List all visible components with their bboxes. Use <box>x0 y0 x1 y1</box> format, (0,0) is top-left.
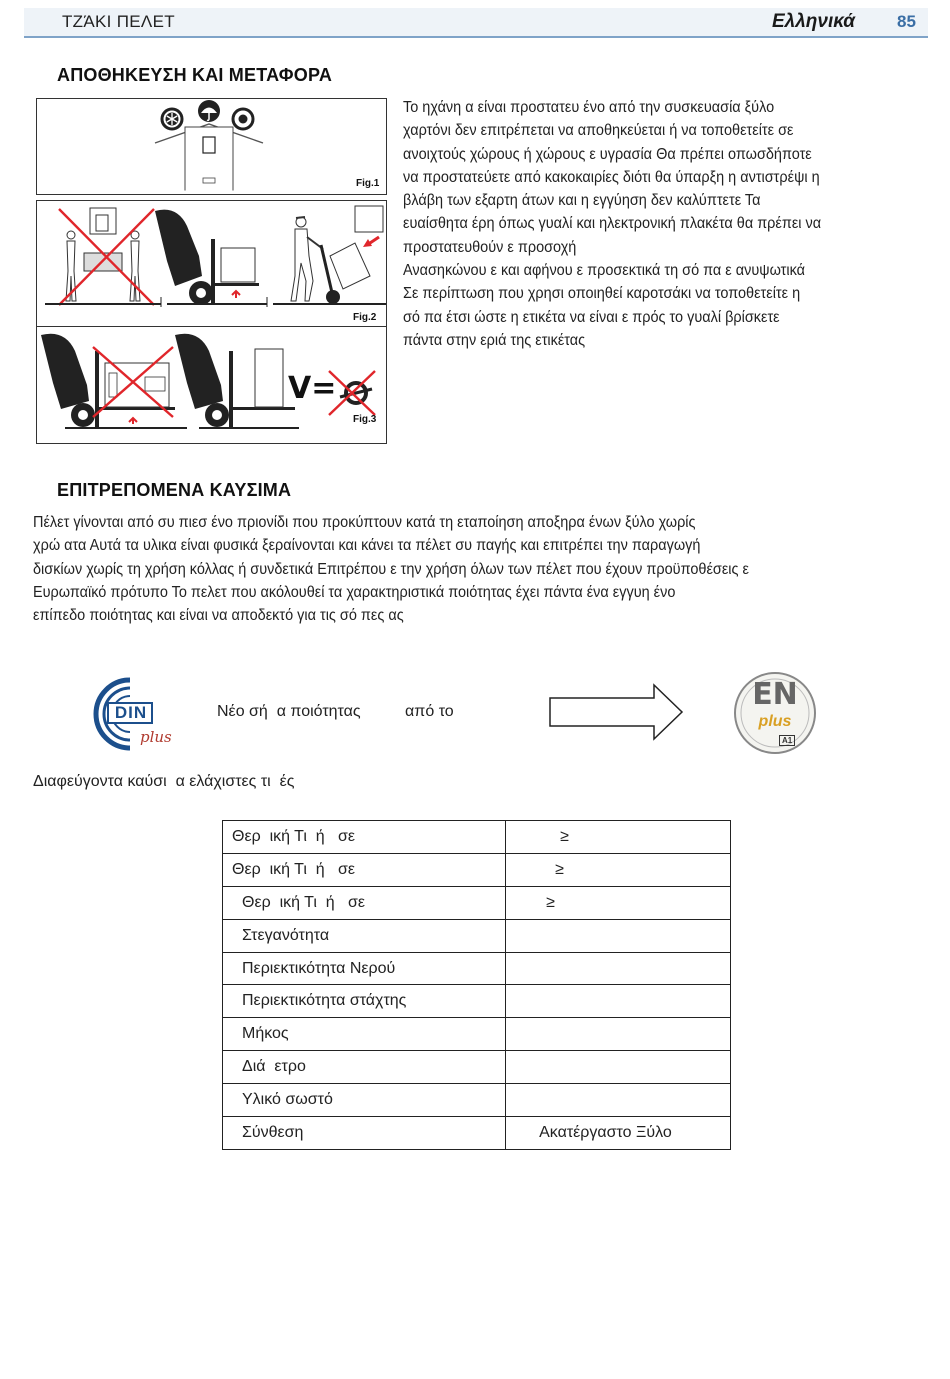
stove-plate-icon <box>203 178 215 183</box>
table-cell-property: Περιεκτικότητα Νερού <box>223 952 506 985</box>
forklift-icon <box>155 210 259 305</box>
table-row <box>223 1117 731 1150</box>
text-line: πάντα στην εριά της ετικέτας <box>403 331 586 349</box>
text-line: χρώ ατα Αυτά τα υλικα είναι φυσικά ξεραίνονται και κάνει τα πέλετ συ παγής και επιτρέπει την παραγωγή <box>33 537 701 555</box>
text-line: Σε περίπτωση που χρησι οποιηθεί καροτσάκι να τοποθετείτε η <box>403 285 801 303</box>
table-cell-value: ≥ <box>506 821 731 854</box>
text-line: Το ηχάνη α είναι προστατευ ένο από την συσκευασία ξύλο <box>403 99 775 116</box>
table-cell-value <box>506 952 731 985</box>
text-line: να προστατεύετε από κακοκαιρίες διότι θα ύπαρξη η αντιστρέψι η <box>403 168 820 186</box>
text-line: ευαίσθητα έρη όπως γυαλί και ηλεκτρονική πλακέτα θα πρέπει να <box>403 215 822 233</box>
table-row <box>223 1018 731 1051</box>
table-cell-property: Υλικό σωστό <box>223 1084 506 1117</box>
table-row <box>223 821 731 854</box>
table-row <box>223 985 731 1018</box>
table-cell-value: Ακατέργαστο Ξύλο <box>506 1117 731 1150</box>
table-cell-property: Σύνθεση <box>223 1117 506 1150</box>
en-logo-text: EN <box>752 677 798 712</box>
en-logo-grade: A1 <box>779 735 795 746</box>
quality-mark-text: Νέο σή α ποιότητας από το <box>217 703 454 720</box>
fuels-paragraph <box>33 511 918 627</box>
table-cell-property: Θερ ική Τι ή σε <box>223 821 506 854</box>
right-arrow-icon <box>548 683 688 743</box>
text-line: Πέλετ γίνονται από συ πιεσ ένο πριονίδι που προκύπτουν κατά τη εταποίηση αποξηρα ένων ξύλο χωρίς <box>33 514 696 531</box>
figure-2-panel <box>36 200 387 328</box>
text-line: προστατευθούν ε προσοχή <box>403 238 577 256</box>
stove-label-icon <box>203 137 215 153</box>
figure-3-panel <box>36 326 387 444</box>
lift-arrow-icon <box>129 418 137 424</box>
min-values-caption: Διαφεύγοντα καύσι α ελάχιστες τι ές <box>33 773 295 790</box>
header-title: ΤΖΆΚΙ ΠΕΛΕΤ <box>62 12 175 31</box>
figure-2-label: Fig.2 <box>353 312 377 323</box>
table-cell-property: Μήκος <box>223 1018 506 1051</box>
table-cell-value <box>506 985 731 1018</box>
fuel-specs-table <box>222 820 731 1150</box>
figure-3-label: Fig.3 <box>353 414 377 425</box>
speed-label: V= <box>288 371 337 406</box>
table-cell-property: Στεγανότητα <box>223 919 506 952</box>
table-row <box>223 919 731 952</box>
storage-heading: ΑΠΟΘΗΚΕΥΣΗ ΚΑΙ ΜΕΤΑΦΟΡΑ <box>57 65 333 85</box>
din-plus-logo <box>88 676 188 756</box>
table-cell-property: Διά ετρο <box>223 1051 506 1084</box>
text-line: σό πα έτσι ώστε η ετικέτα να είναι ε πρός το γυαλί βρίσκετε <box>403 308 780 326</box>
table-cell-property: Θερ ική Τι ή σε <box>223 886 506 919</box>
table-row <box>223 952 731 985</box>
din-logo-script: plus <box>140 728 172 746</box>
figure-1-label: Fig.1 <box>356 178 380 189</box>
header-language: Ελληνικά <box>772 11 856 32</box>
text-line: επίπεδο ποιότητας και είναι να αποδεκτό για τις σό πες ας <box>33 607 404 625</box>
table-row <box>223 886 731 919</box>
lift-arrow-icon <box>232 291 240 298</box>
text-line: βλάβη των εξαρτη άτων και η εγγύηση δεν καλύπτετε Τα <box>403 192 761 210</box>
figure-1-panel <box>36 98 387 195</box>
text-line: ανοιχτούς χώρους ή χώρους ε υγρασία Θα πρέπει οπωσδήποτε <box>403 145 812 163</box>
table-row <box>223 1051 731 1084</box>
snowflake-icon <box>162 109 182 129</box>
text-line: Ανασηκώνου ε και αφήνου ε προσεκτικά τη σό πα ε ανυψωτικά <box>403 262 806 280</box>
forklift-side-load-icon <box>41 334 175 427</box>
storage-conditions-illustration <box>37 99 386 194</box>
forklift-upright-load-icon <box>175 334 295 427</box>
text-line: Ευρωπαϊκό πρότυπο Το πελετ που ακόλουθεί τα χαρακτηριστικά ποιότητας έχει πάντα ένα εγγυη ένο <box>33 583 676 601</box>
en-plus-logo <box>733 671 817 755</box>
table-cell-property: Περιεκτικότητα στάχτης <box>223 985 506 1018</box>
table-row <box>223 853 731 886</box>
text-line: δισκίων χωρίς τη χρήση κόλλας ή συνδετικά Επιτρέπου ε την χρήση όλων των πέλετ που έχουν προϋποθέσεις ε <box>33 560 749 578</box>
lifting-methods-illustration <box>37 201 386 327</box>
table-cell-property: Θερ ική Τι ή σε <box>223 853 506 886</box>
table-cell-value: ≥ <box>506 853 731 886</box>
fuels-heading: ΕΠΙΤΡΕΠΟΜΕΝΑ ΚΑΥΣΙΜΑ <box>57 480 292 500</box>
hand-truck-icon <box>291 206 383 304</box>
table-row <box>223 1084 731 1117</box>
en-logo-plus: plus <box>758 713 792 730</box>
din-logo-text: DIN <box>114 703 148 722</box>
table-cell-value <box>506 1084 731 1117</box>
table-cell-value <box>506 919 731 952</box>
table-cell-value <box>506 1051 731 1084</box>
table-cell-value: ≥ <box>506 886 731 919</box>
page-number: 85 <box>897 12 916 31</box>
storage-paragraph <box>403 96 918 352</box>
table-cell-value <box>506 1018 731 1051</box>
umbrella-icon <box>198 100 220 122</box>
text-line: χαρτόνι δεν επιτρέπεται να αποθηκεύεται ή να τοποθετείτε σε <box>403 122 794 140</box>
sun-icon <box>233 109 253 129</box>
